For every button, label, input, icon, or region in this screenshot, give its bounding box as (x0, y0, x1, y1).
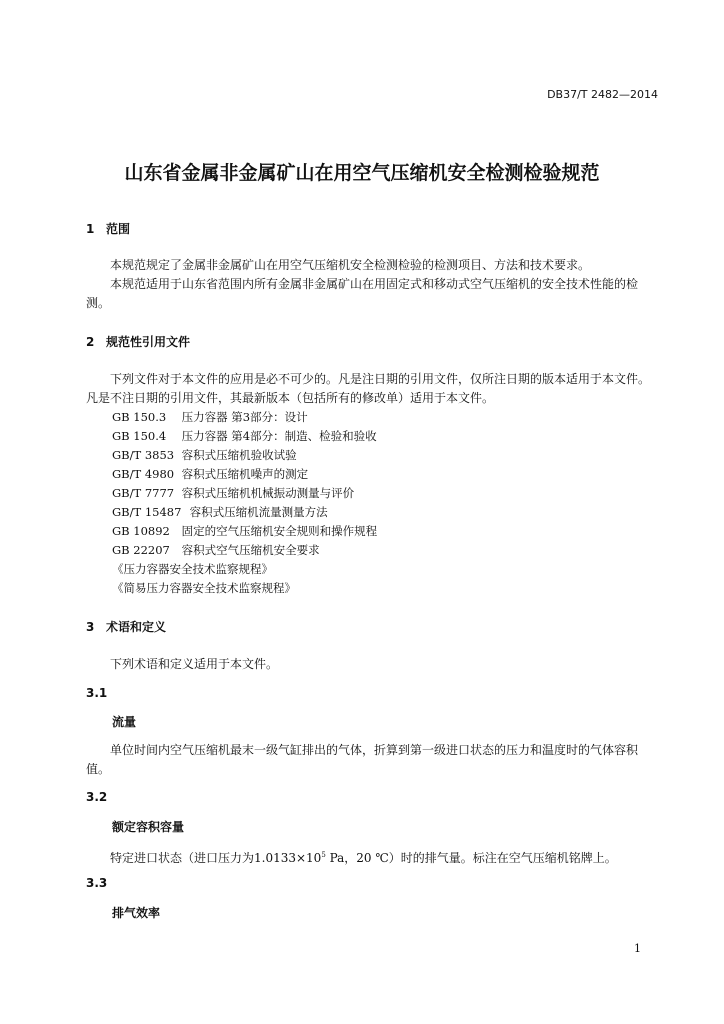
reference-item (112, 522, 377, 541)
reference-item (112, 503, 328, 522)
reference-item (112, 484, 354, 503)
paragraph: 下列术语和定义适用于本文件。 (110, 657, 279, 671)
reference-code: GB/T 7777 (112, 486, 175, 500)
reference-code: GB 150.4 (112, 429, 167, 443)
reference-code: GB/T 4980 (112, 467, 175, 481)
term-name: 额定容积容量 (112, 820, 185, 834)
paragraph: 本规范规定了金属非金属矿山在用空气压缩机安全检测检验的检测项目、方法和技术要求。 (110, 258, 591, 272)
section-title: 术语和定义 (106, 620, 167, 634)
reference-title: 固定的空气压缩机安全规则和操作规程 (181, 524, 378, 538)
reference-title: 压力容器 第3部分：设计 (181, 410, 308, 424)
reference-item (112, 446, 297, 465)
section-heading-terms-definitions (86, 618, 166, 635)
section-heading-normative-references (86, 333, 190, 350)
reference-item (112, 427, 377, 446)
section-title: 规范性引用文件 (106, 335, 191, 349)
reference-item (112, 541, 320, 560)
reference-code: GB/T 3853 (112, 448, 175, 462)
reference-code: GB/T 15487 (112, 505, 182, 519)
definition-text: Pa，20 ℃）时的排气量。标注在空气压缩机铭牌上。 (325, 851, 617, 865)
reference-title: 压力容器 第4部分：制造、检验和验收 (181, 429, 377, 443)
term-definition (86, 846, 658, 868)
term-name: 排气效率 (112, 906, 161, 920)
reference-item (112, 465, 308, 484)
reference-code: GB 10892 (112, 524, 170, 538)
section-number: 3 (86, 620, 95, 634)
definition-text: 特定进口状态（进口压力为1.0133×10 (110, 851, 322, 865)
term-name: 流量 (112, 715, 137, 729)
paragraph: 下列文件对于本文件的应用是必不可少的。凡是注日期的引用文件，仅所注日期的版本适用于本文件。凡是不注日期的引用文件，其最新版本（包括所有的修改单）适用于本文件。 (86, 372, 651, 405)
regulation-item: 《压力容器安全技术监察规程》 (112, 562, 273, 576)
term-number: 3.1 (86, 686, 108, 700)
page-number: 1 (634, 942, 641, 955)
section-title: 范围 (106, 222, 131, 236)
document-title: 山东省金属非金属矿山在用空气压缩机安全检测检验规范 (124, 162, 600, 184)
reference-title: 容积式压缩机验收试验 (181, 448, 297, 462)
reference-code: GB 150.3 (112, 410, 167, 424)
reference-title: 容积式压缩机流量测量方法 (189, 505, 328, 519)
regulation-item: 《简易压力容器安全技术监察规程》 (112, 581, 296, 595)
reference-title: 容积式空气压缩机安全要求 (181, 543, 320, 557)
reference-title: 容积式压缩机噪声的测定 (181, 467, 309, 481)
exponent: 5 (321, 851, 326, 859)
section-heading-scope (86, 220, 130, 237)
paragraph: 本规范适用于山东省范围内所有金属非金属矿山在用固定式和移动式空气压缩机的安全技术性能的检测。 (86, 277, 639, 310)
term-definition: 单位时间内空气压缩机最末一级气缸排出的气体，折算到第一级进口状态的压力和温度时的气体容积值。 (86, 743, 639, 776)
reference-code: GB 22207 (112, 543, 170, 557)
term-number: 3.3 (86, 876, 108, 890)
document-code: DB37/T 2482—2014 (547, 88, 658, 101)
section-number: 2 (86, 335, 95, 349)
section-number: 1 (86, 222, 95, 236)
term-number: 3.2 (86, 790, 108, 804)
reference-item (112, 408, 308, 427)
reference-title: 容积式压缩机机械振动测量与评价 (181, 486, 355, 500)
